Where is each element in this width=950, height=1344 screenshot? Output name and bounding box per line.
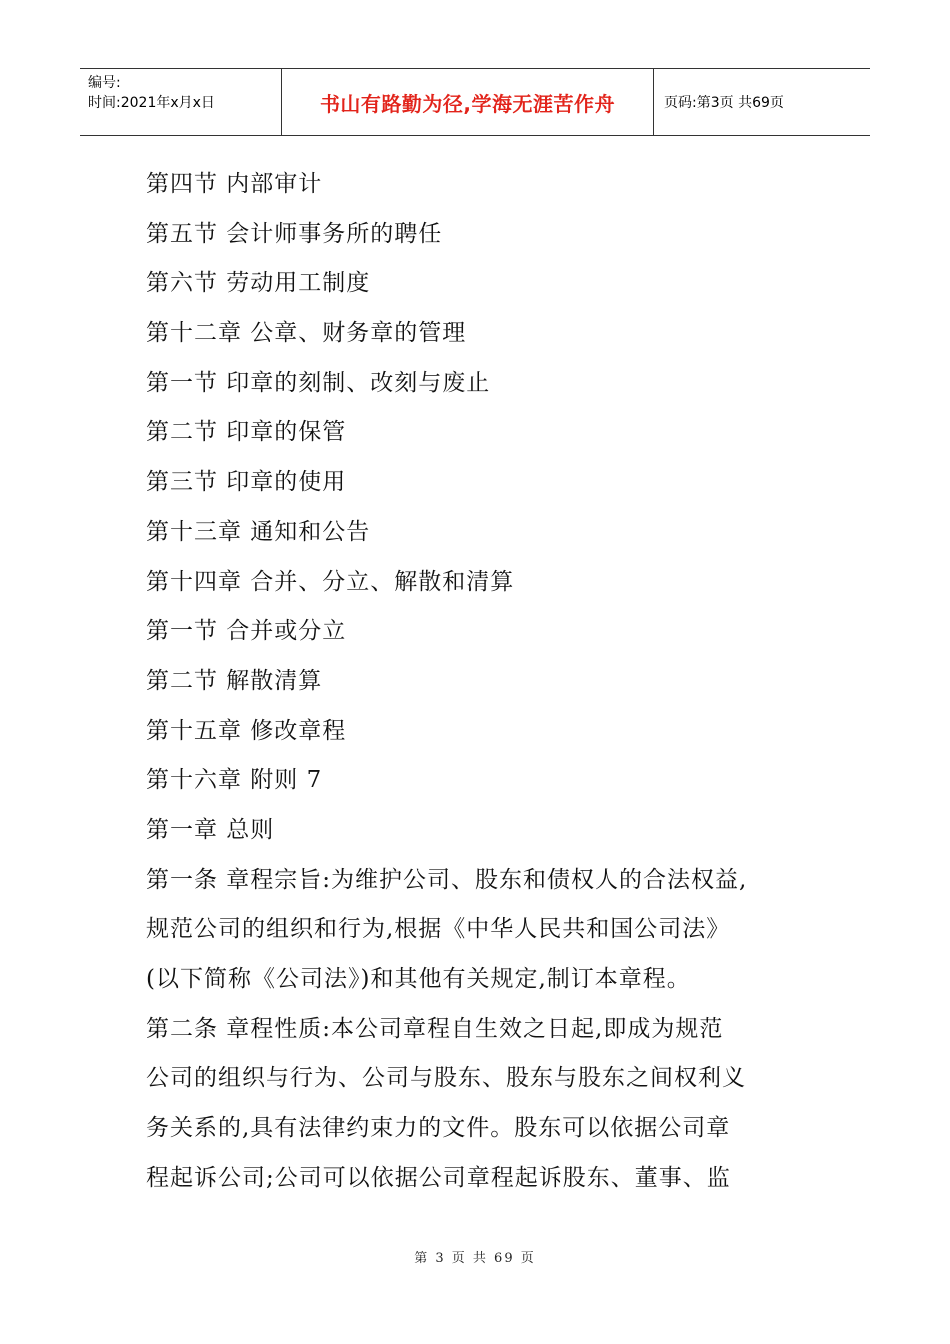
- toc-line: 第六节 劳动用工制度: [146, 270, 371, 297]
- toc-line: 第一节 印章的刻制、改刻与废止: [146, 369, 491, 396]
- chapter-heading: 第一章 总则: [146, 816, 275, 843]
- body-paragraph-line: 公司的组织与行为、公司与股东、股东与股东之间权利义: [146, 1065, 746, 1092]
- body-paragraph-line: 程起诉公司;公司可以依据公司章程起诉股东、董事、监: [146, 1164, 731, 1191]
- toc-line: 第四节 内部审计: [146, 171, 323, 197]
- header-page-info: 页码:第3页 共69页: [664, 95, 784, 111]
- toc-line: 第五节 会计师事务所的聘任: [146, 220, 443, 247]
- document-body: [146, 160, 826, 1203]
- toc-line: 第三节 印章的使用: [146, 469, 347, 496]
- toc-line: 第十三章 通知和公告: [146, 518, 371, 545]
- page-footer: 第 3 页 共 69 页: [414, 1251, 536, 1266]
- body-paragraph-line: (以下简称《公司法》)和其他有关规定,制订本章程。: [146, 966, 691, 992]
- page-header: [80, 68, 870, 136]
- toc-line: 第十五章 修改章程: [146, 717, 347, 744]
- body-paragraph-line: 务关系的,具有法律约束力的文件。股东可以依据公司章: [146, 1115, 731, 1142]
- toc-line: 第十二章 公章、财务章的管理: [146, 320, 467, 347]
- header-motto: 书山有路勤为径,学海无涯苦作舟: [282, 69, 654, 135]
- body-paragraph-line: 规范公司的组织和行为,根据《中华人民共和国公司法》: [146, 916, 731, 943]
- header-meta: [80, 69, 282, 135]
- toc-line: 第二节 印章的保管: [146, 419, 347, 446]
- toc-line: 第十四章 合并、分立、解散和清算: [146, 568, 515, 595]
- document-time: 时间:2021年x月x日: [88, 95, 215, 111]
- toc-line: 第十六章 附则 7: [146, 767, 323, 794]
- body-paragraph-line: 第二条 章程性质:本公司章程自生效之日起,即成为规范: [146, 1015, 724, 1042]
- toc-line: 第二节 解散清算: [146, 667, 323, 694]
- toc-line: 第一节 合并或分立: [146, 618, 347, 645]
- document-number-label: 编号:: [88, 75, 121, 91]
- body-paragraph-line: 第一条 章程宗旨:为维护公司、股东和债权人的合法权益,: [146, 866, 748, 893]
